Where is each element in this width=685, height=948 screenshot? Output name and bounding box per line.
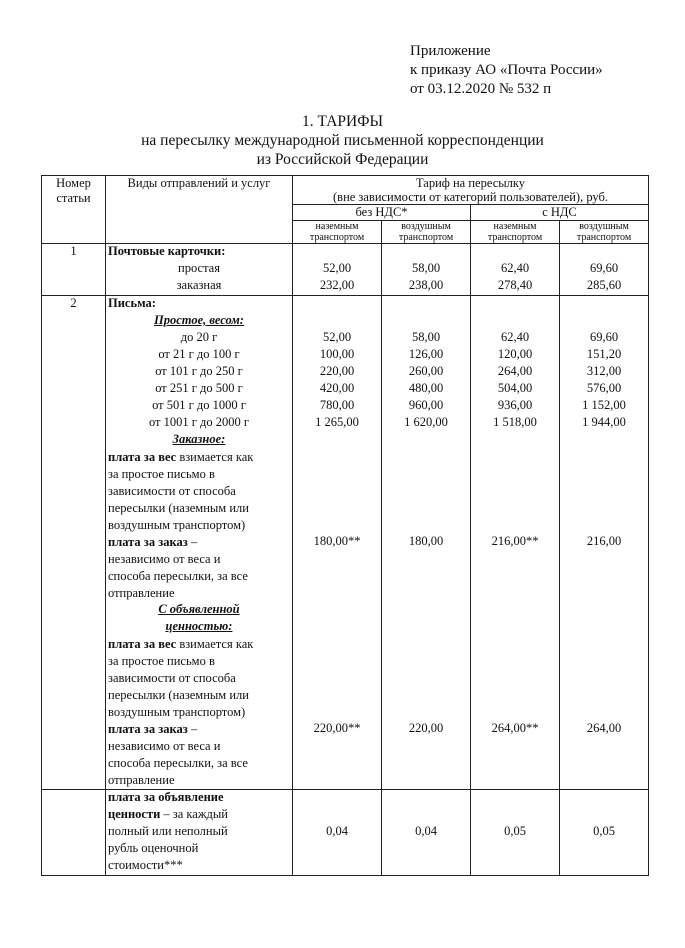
value-column (471, 296, 560, 790)
text-line: за простое письмо в (108, 654, 215, 668)
text-line: независимо от веса и (108, 739, 221, 753)
document-title (0, 112, 685, 169)
text-line (108, 807, 290, 824)
weight-fee-bold: плата за вес (108, 450, 177, 464)
value-column (560, 296, 649, 790)
header-ground: наземным транспортом (293, 221, 382, 244)
value-column (560, 790, 649, 876)
value-column (382, 244, 471, 296)
value-cell: 278,40 (497, 278, 533, 292)
row-description (106, 296, 293, 790)
value-cell: 264,00 (497, 364, 533, 378)
text-line: зависимости от способа (108, 671, 236, 685)
weight-fee-rest: взимается как (176, 637, 254, 651)
item-label: до 20 г (180, 330, 218, 344)
declared-fee-bold: ценности (108, 807, 161, 821)
value-cell: 220,00 (408, 721, 444, 735)
item-label: от 21 г до 100 г (158, 347, 240, 361)
value-cell: 238,00 (408, 278, 444, 292)
title-line: 1. ТАРИФЫ (302, 113, 383, 130)
value-cell: 120,00 (497, 347, 533, 361)
value-cell: 504,00 (497, 381, 533, 395)
text-line: плата за объявление (108, 790, 224, 804)
text-line: полный или неполный (108, 824, 228, 838)
value-cell: 180,00** (313, 534, 361, 548)
reg-fee-bold: плата за заказ (108, 535, 188, 549)
value-cell: 264,00 (586, 721, 622, 735)
text-line: пересылки (наземным или (108, 688, 249, 702)
value-column (471, 790, 560, 876)
text-line: воздушным транспортом) (108, 518, 246, 532)
header-kinds: Виды отправлений и услуг (106, 176, 293, 244)
value-cell: 180,00 (408, 534, 444, 548)
subheading-simple: Простое, весом: (154, 313, 244, 327)
weight-fee-bold: плата за вес (108, 637, 177, 651)
annex-line: Приложение (410, 43, 491, 59)
value-cell: 0,05 (504, 824, 526, 838)
header-ground: наземным транспортом (471, 221, 560, 244)
value-cell: 1 620,00 (404, 415, 448, 429)
header-tarif (293, 176, 649, 205)
table-row (42, 296, 649, 790)
subheading-registered: Заказное: (172, 432, 226, 446)
weight-fee-text (108, 449, 290, 466)
value-cell: 0,04 (326, 824, 348, 838)
annex-line: к приказу АО «Почта России» (410, 62, 603, 78)
annex-line: от 03.12.2020 № 532 п (410, 81, 552, 97)
weight-fee-text (108, 636, 290, 653)
text-line: независимо от веса и (108, 552, 221, 566)
value-cell: 62,40 (500, 330, 530, 344)
value-cell: 0,04 (415, 824, 437, 838)
title-line: из Российской Федерации (256, 151, 429, 168)
row-heading: Почтовые карточки: (108, 244, 226, 258)
value-cell: 52,00 (322, 261, 352, 275)
reg-fee-bold: плата за заказ (108, 722, 188, 736)
item-label: от 501 г до 1000 г (152, 398, 246, 412)
value-column (471, 244, 560, 296)
reg-fee-rest: – (187, 535, 198, 549)
header-tarif-line: (вне зависимости от категорий пользователей), руб. (333, 190, 608, 204)
text-line: за простое письмо в (108, 467, 215, 481)
table-row (42, 790, 649, 876)
header-num: Номер статьи (42, 176, 106, 244)
annex-note (410, 42, 603, 99)
header-tarif-line: Тариф на пересылку (415, 176, 526, 190)
value-cell: 1 518,00 (493, 415, 537, 429)
value-cell: 220,00 (319, 364, 355, 378)
value-cell: 216,00** (491, 534, 539, 548)
header-air: воздушным транспортом (560, 221, 649, 244)
reg-fee-text (108, 721, 290, 738)
item-label: простая (178, 261, 220, 275)
value-cell: 1 152,00 (582, 398, 626, 412)
text-line: рубль оценочной (108, 841, 199, 855)
item-label: от 101 г до 250 г (155, 364, 243, 378)
article-number: 1 (42, 244, 106, 296)
value-cell: 69,60 (589, 330, 619, 344)
table-row (42, 244, 649, 296)
value-cell: 960,00 (408, 398, 444, 412)
row-description (106, 244, 293, 296)
value-cell: 100,00 (319, 347, 355, 361)
value-cell: 216,00 (586, 534, 622, 548)
header-row (42, 176, 649, 205)
text-line: стоимости*** (108, 858, 183, 872)
value-column (560, 244, 649, 296)
row-description (106, 790, 293, 876)
item-label: от 1001 г до 2000 г (148, 415, 250, 429)
value-cell: 232,00 (319, 278, 355, 292)
row-heading: Письма: (108, 296, 156, 310)
value-column (293, 296, 382, 790)
value-cell: 0,05 (593, 824, 615, 838)
header-with-vat: с НДС (471, 205, 649, 221)
value-cell: 62,40 (500, 261, 530, 275)
value-cell: 220,00** (313, 721, 361, 735)
value-column (293, 244, 382, 296)
value-column (293, 790, 382, 876)
item-label: от 251 г до 500 г (155, 381, 243, 395)
value-cell: 780,00 (319, 398, 355, 412)
value-cell: 69,60 (589, 261, 619, 275)
value-cell: 312,00 (586, 364, 622, 378)
value-cell: 936,00 (497, 398, 533, 412)
value-cell: 576,00 (586, 381, 622, 395)
value-cell: 1 265,00 (315, 415, 359, 429)
article-number (42, 790, 106, 876)
value-column (382, 296, 471, 790)
value-cell: 285,60 (586, 278, 622, 292)
value-cell: 58,00 (411, 330, 441, 344)
text-line: отправление (108, 773, 175, 787)
header-no-vat: без НДС* (293, 205, 471, 221)
value-cell: 1 944,00 (582, 415, 626, 429)
reg-fee-text (108, 534, 290, 551)
weight-fee-rest: взимается как (176, 450, 254, 464)
value-cell: 52,00 (322, 330, 352, 344)
value-column (382, 790, 471, 876)
reg-fee-rest: – (187, 722, 198, 736)
value-cell: 264,00** (491, 721, 539, 735)
text-line: отправление (108, 586, 175, 600)
title-line: на пересылку международной письменной корреспонденции (141, 132, 544, 149)
header-air: воздушным транспортом (382, 221, 471, 244)
value-cell: 151,20 (586, 347, 622, 361)
value-cell: 58,00 (411, 261, 441, 275)
item-label: заказная (176, 278, 222, 292)
value-cell: 260,00 (408, 364, 444, 378)
text-line: способа пересылки, за все (108, 569, 248, 583)
subheading-declared: ценностью: (165, 619, 233, 633)
text-line: зависимости от способа (108, 484, 236, 498)
subheading-declared: С объявленной (158, 602, 240, 616)
value-cell: 480,00 (408, 381, 444, 395)
text-line: пересылки (наземным или (108, 501, 249, 515)
value-cell: 126,00 (408, 347, 444, 361)
text-line: способа пересылки, за все (108, 756, 248, 770)
declared-fee-rest: – за каждый (160, 807, 228, 821)
text-line: воздушным транспортом) (108, 705, 246, 719)
value-cell: 420,00 (319, 381, 355, 395)
article-number: 2 (42, 296, 106, 790)
tariff-table (41, 175, 649, 876)
